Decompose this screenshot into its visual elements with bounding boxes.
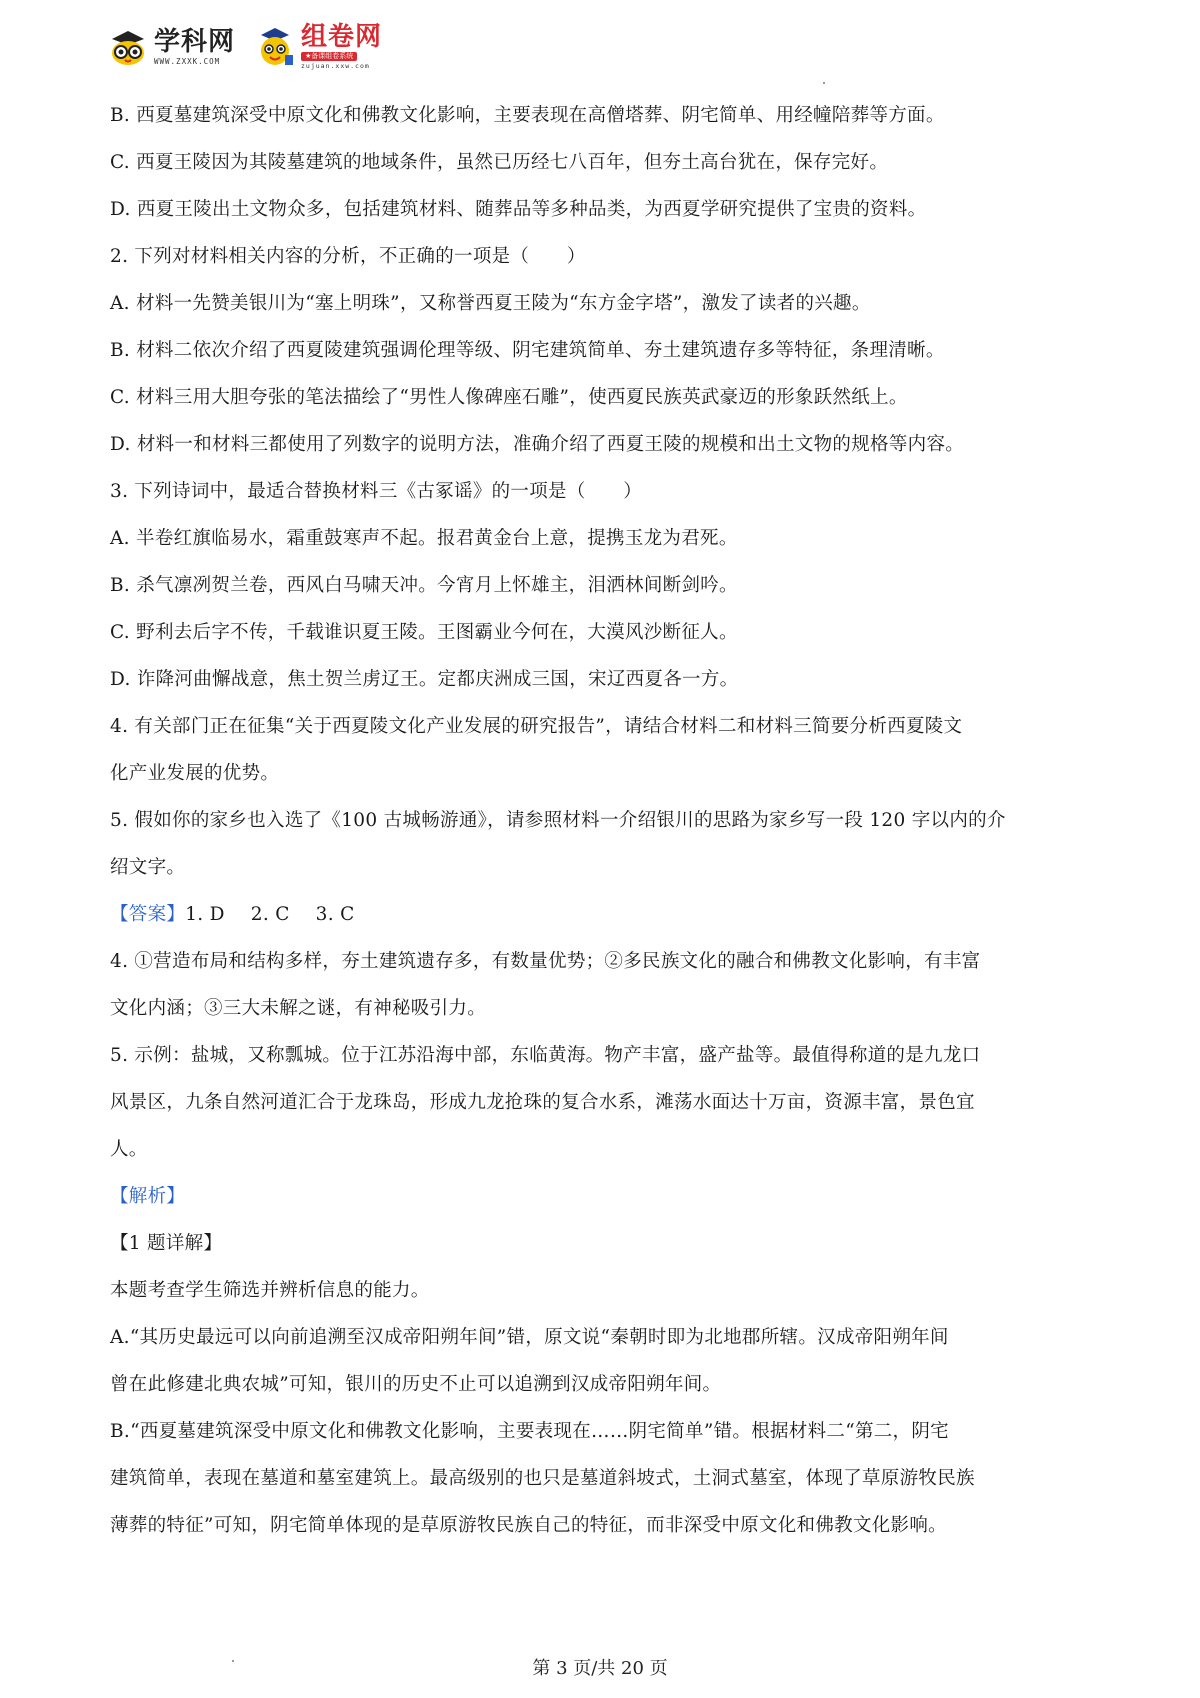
analysis-text: 建筑简单，表现在墓道和墓室建筑上。最高级别的也只是墓道斜坡式，土洞式墓室，体现了草原游牧民族 <box>110 1468 975 1489</box>
owl-mascot-icon <box>108 27 148 67</box>
option-d: D. 诈降河曲懈战意，焦土贺兰虏辽王。定都庆洲成三国，宋辽西夏各一方。 <box>110 669 739 690</box>
option-c: C. 野利去后字不传，千载谁识夏王陵。王图霸业今何在，大漠风沙断征人。 <box>110 622 738 643</box>
mascot-icon <box>255 25 295 69</box>
xuekewang-logo[interactable] <box>108 27 235 67</box>
answer-line <box>110 891 1100 938</box>
option-d: D. 西夏王陵出土文物众多，包括建筑材料、随葬品等多种品类，为西夏学研究提供了宝贵的资料。 <box>110 199 927 220</box>
question-5: 5. 假如你的家乡也入选了《100 古城畅游通》，请参照材料一介绍银川的思路为家乡写一段 120 字以内的介 <box>110 810 1006 831</box>
question-4: 4. 有关部门正在征集“关于西夏陵文化产业发展的研究报告”，请结合材料二和材料三简要分析西夏陵文 <box>110 716 963 737</box>
document-body <box>110 92 1100 1549</box>
option-a: A. 半卷红旗临易水，霜重鼓寒声不起。报君黄金台上意，提携玉龙为君死。 <box>110 528 738 549</box>
logo-name: 学科网 <box>154 26 236 57</box>
answer-tag: 【答案】 <box>110 904 186 925</box>
answer-1: 1. D <box>185 904 225 925</box>
option-b: B. 杀气凛冽贺兰卷，西风白马啸天冲。今宵月上怀雄主，泪洒林间断剑吟。 <box>110 575 738 596</box>
question-5-cont: 绍文字。 <box>110 857 186 878</box>
option-b: B. 西夏墓建筑深受中原文化和佛教文化影响，主要表现在高僧塔葬、阴宅简单、用经幢陪葬等方面。 <box>110 105 945 126</box>
logo-url: zujuan.xxw.com <box>301 62 370 71</box>
answer-4: 4. ①营造布局和结构多样，夯土建筑遗存多，有数量优势；②多民族文化的融合和佛教文化影响，有丰富 <box>110 951 981 972</box>
logo-tagline: ★备课组卷系统 <box>301 52 357 61</box>
page-number: 第 3 页/共 20 页 <box>532 1658 668 1679</box>
answer-4-cont: 文化内涵；③三大未解之谜，有神秘吸引力。 <box>110 998 487 1019</box>
analysis-text: B.“西夏墓建筑深受中原文化和佛教文化影响，主要表现在……阴宅简单”错。根据材料二“第二，阴宅 <box>110 1421 949 1442</box>
answer-3: 3. C <box>315 904 355 925</box>
analysis-tag: 【解析】 <box>110 1186 186 1207</box>
answer-5-end: 人。 <box>110 1139 148 1160</box>
question-4-cont: 化产业发展的优势。 <box>110 763 280 784</box>
answer-5: 5. 示例：盐城，又称瓢城。位于江苏沿海中部，东临黄海。物产丰富，盛产盐等。最值得称道的是九龙口 <box>110 1045 981 1066</box>
detail-heading: 【1 题详解】 <box>110 1233 223 1254</box>
option-b: B. 材料二依次介绍了西夏陵建筑强调伦理等级、阴宅建筑简单、夯土建筑遗存多等特征，条理清晰。 <box>110 340 945 361</box>
option-a: A. 材料一先赞美银川为“塞上明珠”，又称誉西夏王陵为“东方金字塔”，激发了读者的兴趣。 <box>110 293 871 314</box>
zujuanwang-logo[interactable] <box>255 24 382 70</box>
scan-dot <box>823 82 825 84</box>
option-c: C. 西夏王陵因为其陵墓建筑的地域条件，虽然已历经七八百年，但夯土高台犹在，保存完好。 <box>110 152 889 173</box>
question-3: 3. 下列诗词中，最适合替换材料三《古冢谣》的一项是（ ） <box>110 481 643 502</box>
question-2: 2. 下列对材料相关内容的分析，不正确的一项是（ ） <box>110 246 586 267</box>
answer-5-cont: 风景区，九条自然河道汇合于龙珠岛，形成九龙抢珠的复合水系，滩荡水面达十万亩，资源丰富，景色宜 <box>110 1092 975 1113</box>
logo-name: 组卷网 <box>301 22 383 53</box>
option-d: D. 材料一和材料三都使用了列数字的说明方法，准确介绍了西夏王陵的规模和出土文物的规格等内容。 <box>110 434 965 455</box>
logo-url: WWW.ZXXK.COM <box>154 56 221 66</box>
analysis-text: 薄葬的特征”可知，阴宅简单体现的是草原游牧民族自己的特征，而非深受中原文化和佛教文化影响。 <box>110 1515 947 1536</box>
analysis-text: A.“其历史最远可以向前追溯至汉成帝阳朔年间”错，原文说“秦朝时即为北地郡所辖。汉成帝阳朔年间 <box>110 1327 949 1348</box>
analysis-text: 曾在此修建北典农城”可知，银川的历史不止可以追溯到汉成帝阳朔年间。 <box>110 1374 722 1395</box>
page-header <box>108 22 382 72</box>
analysis-text: 本题考查学生筛选并辨析信息的能力。 <box>110 1280 430 1301</box>
answer-2: 2. C <box>250 904 290 925</box>
option-c: C. 材料三用大胆夸张的笔法描绘了“男性人像碑座石雕”，使西夏民族英武豪迈的形象跃然纸上。 <box>110 387 908 408</box>
